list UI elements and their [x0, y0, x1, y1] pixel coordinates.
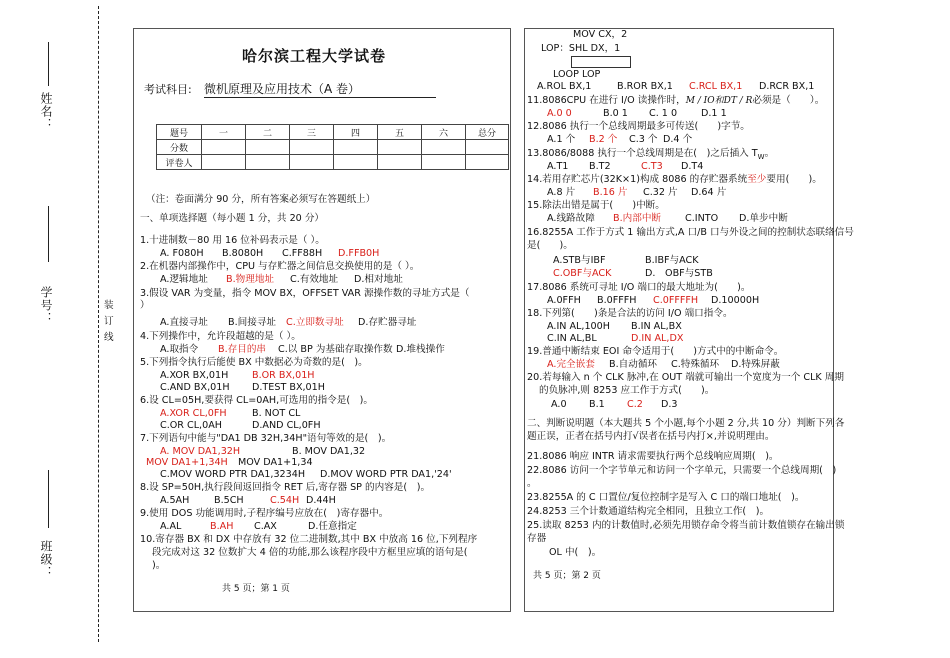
q12-option-c: C.3 个: [629, 134, 658, 145]
binding-char-zhuang: 装: [104, 300, 114, 311]
judge-22-line2: 。: [527, 478, 537, 489]
q11-option-d: D.1 1: [701, 108, 727, 119]
q11-option-c: C. 1 0: [649, 108, 678, 119]
score-cell[interactable]: [202, 140, 246, 155]
question-11: [527, 95, 824, 107]
q9-option-d: D.任意指定: [308, 521, 357, 532]
subject-value: 微机原理及应用技术（A 卷）: [204, 82, 436, 98]
grader-cell[interactable]: [246, 155, 290, 170]
class-label: 班级：: [39, 540, 53, 579]
q13-text: 13.8086/8088 执行一个总线周期是在( )之后插入 T: [527, 148, 758, 159]
q19-option-c: C.特殊循环: [671, 359, 720, 370]
student-id-label: 学号：: [39, 286, 53, 325]
q7-option-b: B. MOV DA1,32: [292, 446, 366, 457]
question-18: 18.下列第( )条是合法的访问 I/O 端口指令。: [527, 308, 733, 319]
q11-text: 11.8086CPU 在进行 I/O 读操作时，: [527, 95, 686, 106]
question-16-line2: 是( )。: [527, 240, 573, 251]
question-9: 9.使用 DOS 功能调用时,子程序编号应放在( )寄存器中。: [140, 508, 389, 519]
code-line-2: LOP：SHL DX，1: [541, 43, 621, 54]
q10-option-b: B.ROR BX,1: [617, 81, 673, 92]
q19-option-b: B.自动循环: [609, 359, 658, 370]
grader-cell[interactable]: [290, 155, 334, 170]
q19-option-a: A.完全嵌套: [547, 359, 595, 370]
q12-option-d: D.4 个: [663, 134, 693, 145]
question-4: 4.下列操作中，允许段超越的是（ ）。: [140, 331, 301, 342]
q13-subscript: W: [757, 152, 765, 161]
grader-cell[interactable]: [202, 155, 246, 170]
q2-option-a: A.逻辑地址: [160, 274, 208, 285]
q12-option-a: A.1 个: [547, 134, 576, 145]
q3-option-b: B.间接寻址: [228, 317, 277, 328]
question-10-line3: )。: [152, 560, 166, 571]
grader-cell[interactable]: [466, 155, 509, 170]
question-7: 7.下列语句中能与"DA1 DB 32H,34H"语句等效的是( )。: [140, 433, 392, 444]
score-cell[interactable]: [246, 140, 290, 155]
q7-option-a: A. MOV DA1,32H: [160, 446, 241, 457]
q16-option-b: B.IBF与ACK: [645, 255, 699, 266]
question-10: 10.寄存器 BX 和 DX 中存放有 32 位二进制数,其中 BX 中放高 16 位,下列程序: [140, 534, 478, 545]
q3-option-d: D.存贮器寻址: [358, 317, 417, 328]
name-blank-line: [48, 42, 49, 86]
q19-option-d: D.特殊屏蔽: [731, 359, 780, 370]
q4-option-c: C.以 BP 为基础存取操作数: [278, 344, 393, 355]
grader-cell[interactable]: [378, 155, 422, 170]
score-header-cell: 四: [334, 125, 378, 140]
code-line-3: LOOP LOP: [553, 69, 601, 80]
q18-option-a: A.IN AL,100H: [547, 321, 610, 332]
score-cell[interactable]: [334, 140, 378, 155]
q10-option-d: D.RCR BX,1: [759, 81, 815, 92]
q1-option-c: C.FF88H: [282, 248, 323, 259]
question-6: 6.设 CL=05H,要获得 CL=0AH,可选用的指令是( )。: [140, 395, 374, 406]
judge-25-line2: 存器: [527, 533, 547, 544]
question-20-line2: 的负脉冲,则 8253 应工作于方式( )。: [539, 385, 715, 396]
q5-option-c: C.AND BX,01H: [160, 382, 230, 393]
score-row-label: 分数: [157, 140, 202, 155]
q8-option-a: A.5AH: [160, 495, 190, 506]
q14-emphasis: 至少: [747, 174, 767, 185]
q16-option-a: A.STB与IBF: [553, 255, 606, 266]
score-header-cell: 题号: [157, 125, 202, 140]
q3-option-c: C.立即数寻址: [286, 317, 344, 328]
q2-option-d: D.相对地址: [354, 274, 403, 285]
q20-option-b: B.1: [589, 399, 605, 410]
exam-title: 哈尔滨工程大学试卷: [242, 47, 387, 65]
section1-heading: 一、单项选择题（每小题 1 分，共 20 分）: [140, 213, 325, 224]
q11-option-b: B.0 1: [603, 108, 628, 119]
section2-heading: 二、判断说明题（本大题共 5 个小题,每个小题 2 分,共 10 分）判断下列各: [527, 418, 845, 429]
score-header-cell: 一: [202, 125, 246, 140]
q11-text-end: 必须是（ ）。: [752, 95, 825, 106]
page-2-footer: 共 5 页；第 2 页: [533, 571, 601, 581]
page-1-footer: 共 5 页；第 1 页: [222, 584, 290, 594]
q8-option-c: C.54H: [270, 495, 300, 506]
binding-dashed-line: [98, 6, 99, 642]
class-blank-line: [48, 470, 49, 528]
q18-option-c: C.IN AL,BL: [547, 333, 597, 344]
score-cell[interactable]: [290, 140, 334, 155]
judge-21: 21.8086 响应 INTR 请求需要执行两个总线响应周期( )。: [527, 451, 779, 462]
q5-option-d: D.TEST BX,01H: [252, 382, 325, 393]
score-header-cell: 三: [290, 125, 334, 140]
q20-option-c: C.2: [627, 399, 643, 410]
question-16: 16.8255A 工作于方式 1 输出方式,A 口/B 口与外设之间的控制状态联络信号: [527, 227, 854, 238]
judge-25: 25.读取 8253 内的计数值时,必须先用锁存命令将当前计数值锁存在输出锁: [527, 520, 845, 531]
q13-option-d: D.T4: [681, 161, 704, 172]
question-20: 20.若每输入 n 个 CLK 脉冲,在 OUT 端就可输出一个宽度为一个 CLK 周期: [527, 372, 844, 383]
q11-option-a: A.0 0: [547, 108, 572, 119]
q17-option-c: C.0FFFFH: [653, 295, 699, 306]
q17-option-d: D.10000H: [711, 295, 760, 306]
answer-box[interactable]: [571, 56, 631, 68]
student-id-blank-line: [48, 206, 49, 262]
q4-option-a: A.取指令: [160, 344, 199, 355]
score-table-header-row: [157, 125, 509, 140]
question-12: 12.8086 执行一个总线周期最多可传送( )字节。: [527, 121, 750, 132]
q14-option-d: D.64 片: [691, 187, 727, 198]
question-14: [527, 174, 822, 186]
q6-option-a: A.XOR CL,0FH: [160, 408, 227, 419]
grader-row: [157, 155, 509, 170]
q2-option-c: C.有效地址: [290, 274, 339, 285]
question-19: 19.普通中断结束 EOI 命令适用于( )方式中的中断命令。: [527, 346, 784, 357]
exam-page-2: [524, 28, 854, 612]
q1-option-d: D.FFB0H: [338, 248, 380, 259]
exam-note: （注：卷面满分 90 分，所有答案必须写在答题纸上）: [146, 194, 376, 205]
subject-label: 考试科目:: [144, 83, 192, 96]
score-cell[interactable]: [466, 140, 509, 155]
q6-option-c: C.OR CL,0AH: [160, 420, 222, 431]
judge-24: 24.8253 三个计数通道结构完全相同，且独立工作( )。: [527, 506, 770, 517]
q9-option-b: B.AH: [210, 521, 234, 532]
score-cell[interactable]: [378, 140, 422, 155]
q16-option-c: C.OBF与ACK: [553, 268, 612, 279]
question-10-line2: 段完成对这 32 位数扩大 4 倍的功能,那么该程序段中方框里应填的语句是(: [152, 547, 468, 558]
section2-heading-line2: 题正误，正者在括号内打√误者在括号内打×,并说明理由。: [527, 431, 775, 442]
question-1: 1.十进制数－80 用 16 位补码表示是（ ）。: [140, 235, 325, 246]
question-15: 15.除法出错是属于( )中断。: [527, 200, 665, 211]
q10-option-c: C.RCL BX,1: [689, 81, 743, 92]
q20-option-a: A.0: [551, 399, 567, 410]
q14-text-end: 要用( )。: [766, 174, 822, 185]
q18-option-b: B.IN AL,BX: [631, 321, 682, 332]
q9-option-c: C.AX: [254, 521, 277, 532]
score-header-cell: 总分: [466, 125, 509, 140]
grader-cell[interactable]: [334, 155, 378, 170]
q7-option-d: D.MOV WORD PTR DA1,'24': [320, 469, 452, 480]
q9-option-a: A.AL: [160, 521, 182, 532]
question-2: 2.在机器内部操作中，CPU 与存贮器之间信息交换使用的是（ ）。: [140, 261, 420, 272]
binding-char-xian: 线: [104, 332, 114, 343]
score-header-cell: 二: [246, 125, 290, 140]
judge-23: 23.8255A 的 C 口置位/复位控制字是写入 C 口的端口地址( )。: [527, 492, 805, 503]
q18-option-d: D.IN AL,DX: [631, 333, 684, 344]
q15-option-b: B.内部中断: [613, 213, 662, 224]
q16-option-d: D. OBF与STB: [645, 268, 713, 279]
q15-option-a: A.线路故障: [547, 213, 595, 224]
q13-option-c: C.T3: [641, 161, 663, 172]
q8-option-b: B.5CH: [214, 495, 244, 506]
q20-option-d: D.3: [661, 399, 678, 410]
question-3: 3.假设 VAR 为变量，指令 MOV BX，OFFSET VAR 源操作数的寻址方式是（: [140, 288, 470, 299]
q14-option-c: C.32 片: [643, 187, 678, 198]
q5-option-a: A.XOR BX,01H: [160, 370, 229, 381]
q6-option-b: B. NOT CL: [252, 408, 301, 419]
q10-option-a: A.ROL BX,1: [537, 81, 592, 92]
q3-option-a: A.直接寻址: [160, 317, 208, 328]
score-table: [156, 124, 509, 170]
score-cell[interactable]: [422, 140, 466, 155]
q8-option-d: D.44H: [306, 495, 336, 506]
q17-option-a: A.0FFH: [547, 295, 581, 306]
q14-option-b: B.16 片: [593, 187, 628, 198]
q4-option-b: B.存目的串: [218, 344, 267, 355]
q1-option-b: B.8080H: [222, 248, 264, 259]
q7-option-a-line2: MOV DA1+1,34H: [146, 457, 228, 468]
q15-option-d: D.单步中断: [739, 213, 788, 224]
score-header-cell: 五: [378, 125, 422, 140]
q4-option-d: D.堆栈操作: [396, 344, 445, 355]
q1-option-a: A. F080H: [160, 248, 204, 259]
q13-option-a: A.T1: [547, 161, 569, 172]
question-3-end: ）: [140, 300, 150, 311]
score-header-cell: 六: [422, 125, 466, 140]
question-17: 17.8086 系统可寻址 I/O 端口的最大地址为( )。: [527, 282, 751, 293]
code-line-1: MOV CX，2: [573, 29, 628, 40]
q14-text: 14.若用存贮芯片(32K×1)构成 8086 的存贮器系统: [527, 174, 748, 185]
q15-option-c: C.INTO: [685, 213, 719, 224]
exam-page-1: [133, 28, 511, 612]
q11-signal: M / IO和DT / R: [685, 96, 753, 106]
q13-text-end: 。: [764, 148, 775, 159]
q7-option-b-line2: MOV DA1+1,34: [238, 457, 313, 468]
judge-22: 22.8086 访问一个字节单元和访问一个字单元，只需要一个总线周期( ): [527, 465, 837, 476]
question-5: 5.下列指令执行后能使 BX 中数据必为奇数的是( )。: [140, 357, 368, 368]
binding-char-ding: 订: [104, 316, 114, 327]
grader-cell[interactable]: [422, 155, 466, 170]
name-label: 姓名：: [39, 92, 53, 131]
judge-25-line3: OL 中( )。: [549, 547, 602, 558]
q14-option-a: A.8 片: [547, 187, 576, 198]
q12-option-b: B.2 个: [589, 134, 618, 145]
q6-option-d: D.AND CL,0FH: [252, 420, 321, 431]
q2-option-b: B.物理地址: [226, 274, 275, 285]
q5-option-b: B.OR BX,01H: [252, 370, 315, 381]
q7-option-c: C.MOV WORD PTR DA1,3234H: [160, 469, 306, 480]
q17-option-b: B.0FFFH: [597, 295, 637, 306]
q13-option-b: B.T2: [589, 161, 611, 172]
grader-row-label: 评卷人: [157, 155, 202, 170]
question-8: 8.设 SP=50H,执行段间返回指令 RET 后,寄存器 SP 的内容是( )。: [140, 482, 431, 493]
score-row: [157, 140, 509, 155]
